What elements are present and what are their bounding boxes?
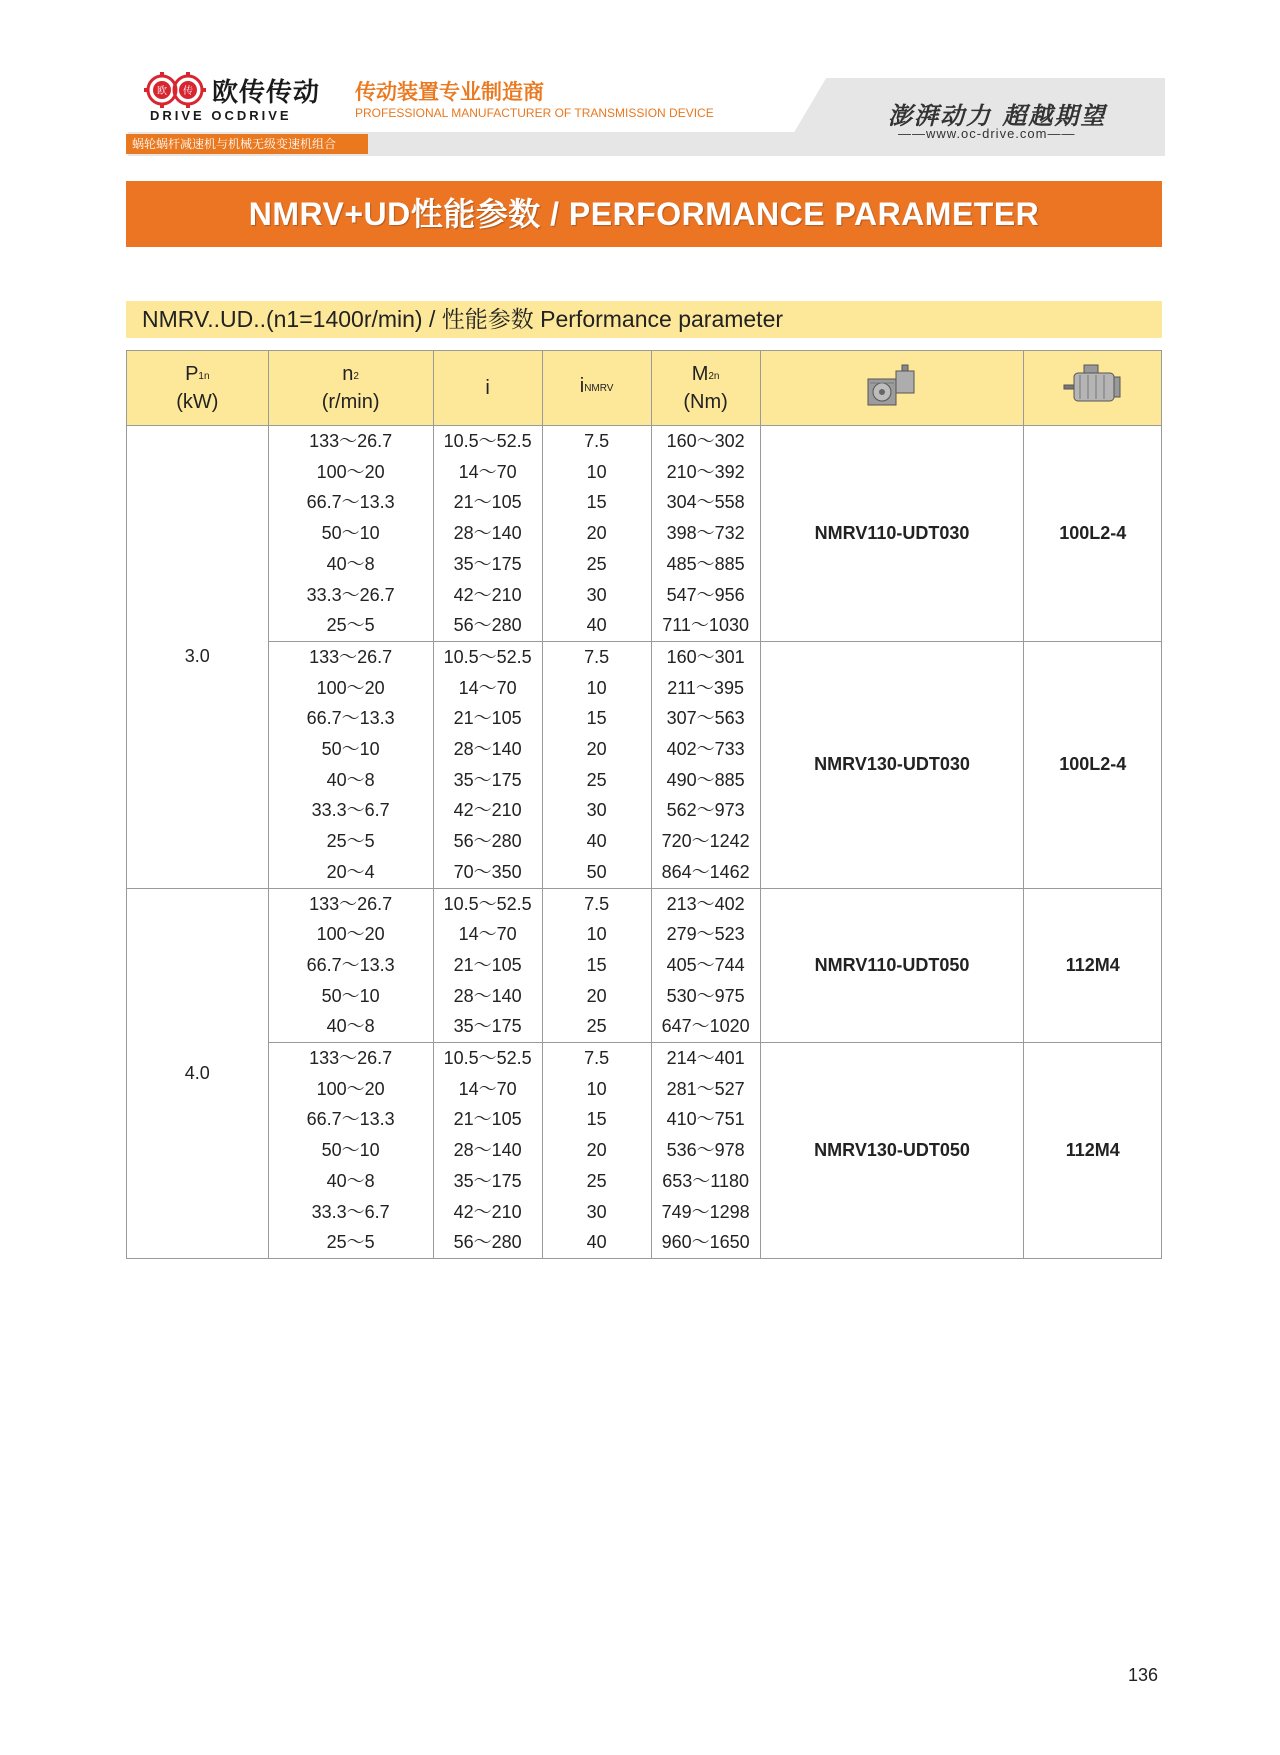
inmrv-cell: 10: [542, 919, 651, 950]
n2-cell: 40～8: [268, 549, 433, 580]
ratio-cell: 10.5～52.5: [433, 1043, 542, 1074]
inmrv-cell: 15: [542, 487, 651, 518]
slogan-cn: 传动装置专业制造商: [355, 81, 544, 104]
motto: 澎湃动力 超越期望: [888, 101, 1107, 130]
ratio-cell: 42～210: [433, 1197, 542, 1228]
gearbox-icon: [862, 361, 922, 409]
torque-cell: 304～558: [651, 487, 760, 518]
n2-cell: 40～8: [268, 1166, 433, 1197]
n2-cell: 50～10: [268, 981, 433, 1012]
header-i: i: [433, 351, 542, 426]
section-subtitle: NMRV..UD..(n1=1400r/min) / 性能参数 Performance parameter: [126, 301, 1162, 338]
inmrv-cell: 10: [542, 457, 651, 488]
n2-cell: 66.7～13.3: [268, 950, 433, 981]
page-number: 136: [1128, 1665, 1159, 1685]
inmrv-cell: 30: [542, 1197, 651, 1228]
slogan-en: PROFESSIONAL MANUFACTURER OF TRANSMISSION DEVICE: [355, 106, 714, 120]
n2-cell: 20～4: [268, 857, 433, 888]
table-row: [127, 888, 1162, 919]
ratio-cell: 10.5～52.5: [433, 426, 542, 457]
n2-cell: 66.7～13.3: [268, 1104, 433, 1135]
inmrv-cell: 50: [542, 857, 651, 888]
n2-cell: 40～8: [268, 765, 433, 796]
page-title: NMRV+UD性能参数 / PERFORMANCE PARAMETER: [126, 181, 1162, 247]
ratio-cell: 28～140: [433, 518, 542, 549]
n2-cell: 100～20: [268, 673, 433, 704]
header-model: [760, 351, 1024, 426]
n2-cell: 100～20: [268, 919, 433, 950]
table-row: [127, 1043, 1162, 1074]
torque-cell: 720～1242: [651, 826, 760, 857]
ratio-cell: 35～175: [433, 1011, 542, 1042]
tagline: 蜗轮蜗杆减速机与机械无级变速机组合: [126, 134, 368, 154]
header-m2n: $M_{2n}$ (Nm): [651, 351, 760, 426]
inmrv-cell: 7.5: [542, 1043, 651, 1074]
n2-cell: 50～10: [268, 518, 433, 549]
ratio-cell: 35～175: [433, 765, 542, 796]
inmrv-cell: 20: [542, 518, 651, 549]
inmrv-cell: 25: [542, 765, 651, 796]
n2-cell: 33.3～26.7: [268, 580, 433, 611]
torque-cell: 210～392: [651, 457, 760, 488]
motor-icon: [1060, 361, 1126, 409]
inmrv-cell: 25: [542, 549, 651, 580]
ratio-cell: 56～280: [433, 1227, 542, 1258]
n2-cell: 66.7～13.3: [268, 703, 433, 734]
inmrv-cell: 15: [542, 703, 651, 734]
model-cell: NMRV110-UDT030: [760, 426, 1024, 642]
inmrv-cell: 40: [542, 610, 651, 641]
logo-char-1: 欧: [157, 86, 167, 97]
torque-cell: 530～975: [651, 981, 760, 1012]
power-cell: 3.0: [127, 426, 269, 889]
inmrv-cell: 20: [542, 1135, 651, 1166]
ratio-cell: 56～280: [433, 610, 542, 641]
ratio-cell: 28～140: [433, 981, 542, 1012]
inmrv-cell: 25: [542, 1166, 651, 1197]
torque-cell: 160～301: [651, 641, 760, 672]
model-cell: NMRV130-UDT030: [760, 641, 1024, 888]
performance-table: [126, 350, 1162, 1259]
logo-char-2: 传: [183, 86, 193, 97]
torque-cell: 410～751: [651, 1104, 760, 1135]
n2-cell: 50～10: [268, 734, 433, 765]
inmrv-cell: 25: [542, 1011, 651, 1042]
ratio-cell: 35～175: [433, 1166, 542, 1197]
motor-cell: 100L2-4: [1024, 641, 1162, 888]
header-motor: [1024, 351, 1162, 426]
ratio-cell: 56～280: [433, 826, 542, 857]
torque-cell: 749～1298: [651, 1197, 760, 1228]
torque-cell: 960～1650: [651, 1227, 760, 1258]
n2-cell: 100～20: [268, 1074, 433, 1105]
torque-cell: 562～973: [651, 795, 760, 826]
inmrv-cell: 7.5: [542, 426, 651, 457]
inmrv-cell: 10: [542, 673, 651, 704]
ratio-cell: 14～70: [433, 1074, 542, 1105]
n2-cell: 33.3～6.7: [268, 795, 433, 826]
ratio-cell: 70～350: [433, 857, 542, 888]
torque-cell: 402～733: [651, 734, 760, 765]
ratio-cell: 35～175: [433, 549, 542, 580]
ratio-cell: 10.5～52.5: [433, 641, 542, 672]
inmrv-cell: 7.5: [542, 641, 651, 672]
n2-cell: 50～10: [268, 1135, 433, 1166]
ratio-cell: 28～140: [433, 734, 542, 765]
inmrv-cell: 30: [542, 580, 651, 611]
torque-cell: 405～744: [651, 950, 760, 981]
header-n2: $n_2$ (r/min): [268, 351, 433, 426]
ratio-cell: 14～70: [433, 673, 542, 704]
inmrv-cell: 15: [542, 950, 651, 981]
inmrv-cell: 40: [542, 1227, 651, 1258]
n2-cell: 133～26.7: [268, 426, 433, 457]
inmrv-cell: 20: [542, 981, 651, 1012]
n2-cell: 33.3～6.7: [268, 1197, 433, 1228]
header-inmrv: $i_{NMRV}$: [542, 351, 651, 426]
model-cell: NMRV110-UDT050: [760, 888, 1024, 1043]
ratio-cell: 21～105: [433, 1104, 542, 1135]
torque-cell: 490～885: [651, 765, 760, 796]
ratio-cell: 21～105: [433, 703, 542, 734]
motor-cell: 100L2-4: [1024, 426, 1162, 642]
n2-cell: 133～26.7: [268, 888, 433, 919]
model-cell: NMRV130-UDT050: [760, 1043, 1024, 1259]
torque-cell: 647～1020: [651, 1011, 760, 1042]
ratio-cell: 21～105: [433, 487, 542, 518]
inmrv-cell: 40: [542, 826, 651, 857]
n2-cell: 100～20: [268, 457, 433, 488]
inmrv-cell: 15: [542, 1104, 651, 1135]
torque-cell: 160～302: [651, 426, 760, 457]
torque-cell: 211～395: [651, 673, 760, 704]
header-p1n: $P_{1n}$ (kW): [127, 351, 269, 426]
ratio-cell: 10.5～52.5: [433, 888, 542, 919]
torque-cell: 214～401: [651, 1043, 760, 1074]
inmrv-cell: 30: [542, 795, 651, 826]
n2-cell: 25～5: [268, 1227, 433, 1258]
torque-cell: 547～956: [651, 580, 760, 611]
ratio-cell: 42～210: [433, 580, 542, 611]
website: ——www.oc-drive.com——: [898, 126, 1076, 141]
table-header-row: [127, 351, 1162, 426]
ratio-cell: 28～140: [433, 1135, 542, 1166]
brand-name-cn: 欧传传动: [212, 77, 321, 107]
n2-cell: 133～26.7: [268, 641, 433, 672]
torque-cell: 281～527: [651, 1074, 760, 1105]
power-cell: 4.0: [127, 888, 269, 1258]
torque-cell: 398～732: [651, 518, 760, 549]
ratio-cell: 14～70: [433, 457, 542, 488]
ratio-cell: 14～70: [433, 919, 542, 950]
inmrv-cell: 10: [542, 1074, 651, 1105]
n2-cell: 25～5: [268, 826, 433, 857]
torque-cell: 485～885: [651, 549, 760, 580]
ratio-cell: 21～105: [433, 950, 542, 981]
inmrv-cell: 20: [542, 734, 651, 765]
table-row: [127, 641, 1162, 672]
torque-cell: 307～563: [651, 703, 760, 734]
torque-cell: 711～1030: [651, 610, 760, 641]
motor-cell: 112M4: [1024, 888, 1162, 1043]
torque-cell: 279～523: [651, 919, 760, 950]
brand-name-en: DRIVE OCDRIVE: [150, 108, 292, 123]
torque-cell: 213～402: [651, 888, 760, 919]
torque-cell: 864～1462: [651, 857, 760, 888]
brand-logo: [142, 64, 342, 128]
inmrv-cell: 7.5: [542, 888, 651, 919]
n2-cell: 25～5: [268, 610, 433, 641]
table-row: [127, 426, 1162, 457]
n2-cell: 66.7～13.3: [268, 487, 433, 518]
torque-cell: 653～1180: [651, 1166, 760, 1197]
motor-cell: 112M4: [1024, 1043, 1162, 1259]
torque-cell: 536～978: [651, 1135, 760, 1166]
n2-cell: 40～8: [268, 1011, 433, 1042]
n2-cell: 133～26.7: [268, 1043, 433, 1074]
ratio-cell: 42～210: [433, 795, 542, 826]
